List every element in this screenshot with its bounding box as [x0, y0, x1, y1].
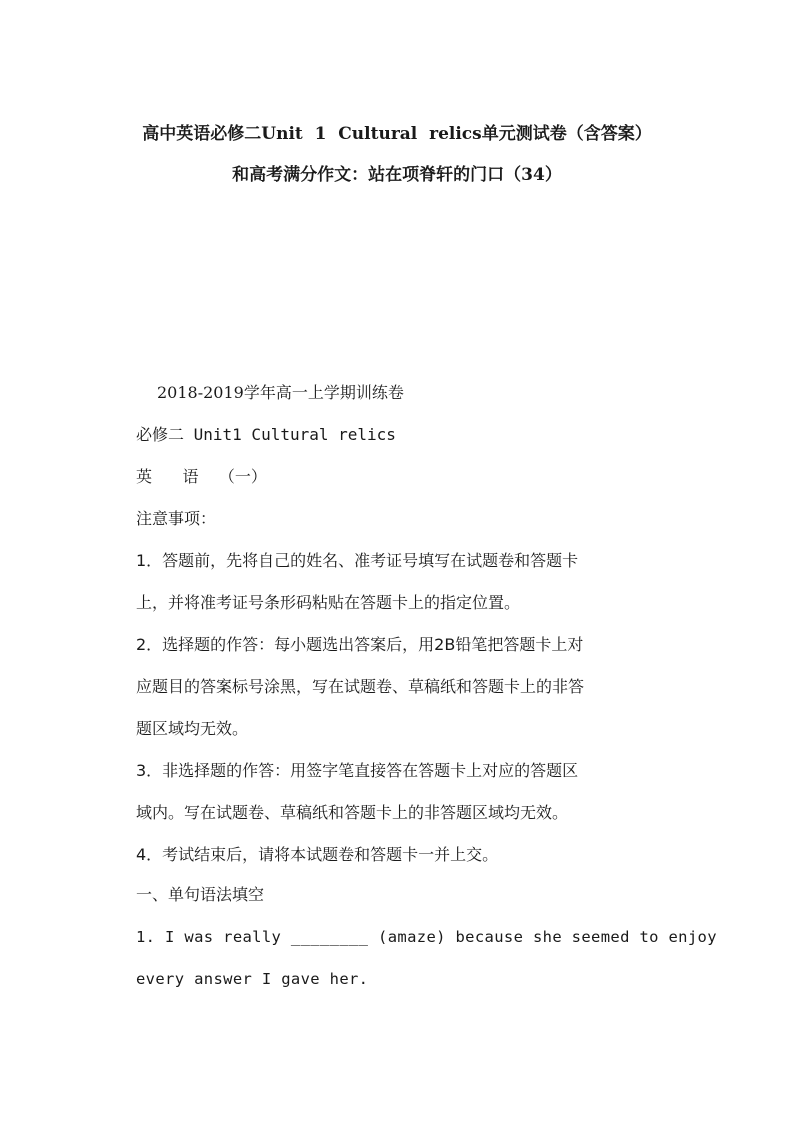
- unit-label: 必修二 Unit1 Cultural relics: [136, 425, 396, 444]
- question-1-text-continued: every answer I gave her.: [136, 970, 369, 988]
- notice-line: 4．考试结束后，请将本试题卷和答题卡一并上交。: [136, 845, 499, 864]
- section-heading: 一、单句语法填空: [136, 885, 265, 904]
- notice-line: 域内。写在试题卷、草稿纸和答题卡上的非答题区域均无效。: [136, 803, 569, 822]
- subject-label: 英 语 （一）: [136, 467, 267, 486]
- question-1-text: 1. I was really ________ (amaze) because she seemed to enjoy: [136, 928, 717, 946]
- document-title-line-1: 高中英语必修二Unit 1 Cultural relics单元测试卷（含答案）: [142, 124, 652, 144]
- notice-line: 题区域均无效。: [136, 719, 249, 738]
- notice-line: 1．答题前，先将自己的姓名、准考证号填写在试题卷和答题卡: [136, 551, 579, 570]
- notice-heading: 注意事项：: [136, 509, 217, 528]
- notice-line: 上，并将准考证号条形码粘贴在答题卡上的指定位置。: [136, 593, 521, 612]
- notice-line: 3．非选择题的作答：用签字笔直接答在答题卡上对应的答题区: [136, 761, 579, 780]
- school-year-heading: 2018-2019学年高一上学期训练卷: [157, 383, 404, 402]
- document-title-line-2: 和高考满分作文：站在项脊轩的门口（34）: [232, 165, 562, 185]
- notice-line: 2．选择题的作答：每小题选出答案后，用2B铅笔把答题卡上对: [136, 635, 584, 654]
- notice-line: 应题目的答案标号涂黑，写在试题卷、草稿纸和答题卡上的非答: [136, 677, 585, 696]
